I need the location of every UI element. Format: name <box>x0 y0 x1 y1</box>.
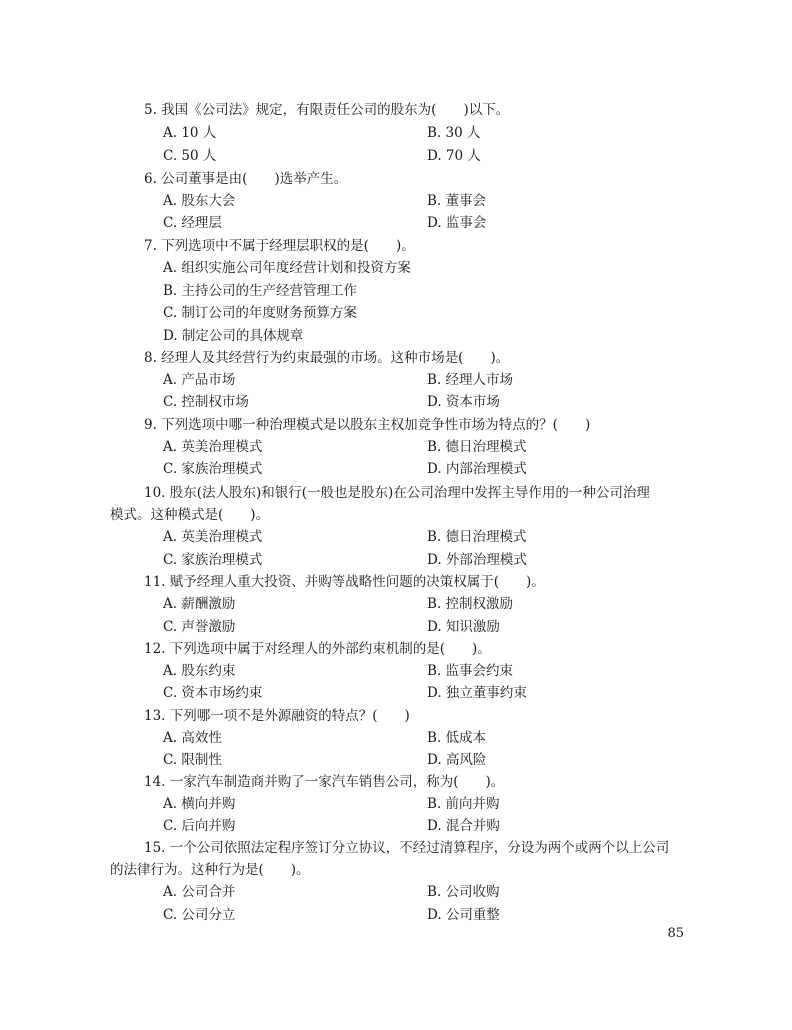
question-12-stem: 12. 下列选项中属于对经理人的外部约束机制的是( )。 <box>144 641 491 657</box>
question-7-stem: 7. 下列选项中不属于经理层职权的是( )。 <box>144 238 415 254</box>
question-9-option-a: A. 英美治理模式 <box>163 439 263 455</box>
question-13-option-c: C. 限制性 <box>163 752 222 768</box>
question-10-option-d: D. 外部治理模式 <box>427 552 527 568</box>
question-15-option-a: A. 公司合并 <box>163 884 236 900</box>
question-8-option-c: C. 控制权市场 <box>163 394 249 410</box>
question-15-option-c: C. 公司分立 <box>163 907 236 923</box>
question-6-option-a: A. 股东大会 <box>163 193 236 209</box>
question-13-option-b: B. 低成本 <box>427 730 487 746</box>
question-9-stem: 9. 下列选项中哪一种治理模式是以股东主权加竞争性市场为特点的？( ) <box>144 417 591 433</box>
page-number: 85 <box>667 926 684 941</box>
question-5-stem: 5. 我国《公司法》规定，有限责任公司的股东为( )以下。 <box>144 102 510 118</box>
question-7-option-c: C. 制订公司的年度财务预算方案 <box>163 305 357 321</box>
question-15-stem: 15. 一个公司依照法定程序签订分立协议，不经过清算程序，分设为两个或两个以上公司 <box>144 840 670 856</box>
question-11-stem: 11. 赋予经理人重大投资、并购等战略性问题的决策权属于( )。 <box>144 574 545 590</box>
question-15-stem-continued: 的法律行为。这种行为是( )。 <box>110 862 310 878</box>
question-5-option-c: C. 50 人 <box>163 148 217 164</box>
question-6-stem: 6. 公司董事是由( )选举产生。 <box>144 171 348 187</box>
question-9-option-c: C. 家族治理模式 <box>163 461 263 477</box>
question-5-option-a: A. 10 人 <box>163 125 217 141</box>
question-7-option-b: B. 主持公司的生产经营管理工作 <box>163 283 358 299</box>
question-8-option-a: A. 产品市场 <box>163 372 236 388</box>
question-10-option-c: C. 家族治理模式 <box>163 552 263 568</box>
question-9-option-d: D. 内部治理模式 <box>427 461 527 477</box>
question-8-option-b: B. 经理人市场 <box>427 372 514 388</box>
question-10-option-b: B. 德日治理模式 <box>427 529 527 545</box>
question-8-option-d: D. 资本市场 <box>427 394 500 410</box>
question-14-option-a: A. 横向并购 <box>163 796 236 812</box>
question-14-option-c: C. 后向并购 <box>163 818 236 834</box>
question-6-option-c: C. 经理层 <box>163 215 222 231</box>
question-11-option-a: A. 薪酬激励 <box>163 596 236 612</box>
question-13-option-d: D. 高风险 <box>427 752 487 768</box>
question-5-option-d: D. 70 人 <box>427 148 481 164</box>
question-14-stem: 14. 一家汽车制造商并购了一家汽车销售公司，称为( )。 <box>144 774 505 790</box>
question-11-option-b: B. 控制权激励 <box>427 596 514 612</box>
question-15-option-d: D. 公司重整 <box>427 907 500 923</box>
question-12-option-a: A. 股东约束 <box>163 663 236 679</box>
question-10-stem: 10. 股东(法人股东)和银行(一般也是股东)在公司治理中发挥主导作用的一种公司治理 <box>144 485 650 501</box>
question-10-option-a: A. 英美治理模式 <box>163 529 263 545</box>
question-11-option-c: C. 声誉激励 <box>163 619 236 635</box>
question-5-option-b: B. 30 人 <box>427 125 481 141</box>
question-15-option-b: B. 公司收购 <box>427 884 500 900</box>
question-14-option-b: B. 前向并购 <box>427 796 500 812</box>
question-6-option-b: B. 董事会 <box>427 193 487 209</box>
question-13-option-a: A. 高效性 <box>163 730 222 746</box>
question-7-option-a: A. 组织实施公司年度经营计划和投资方案 <box>163 260 411 276</box>
question-10-stem-continued: 模式。这种模式是( )。 <box>110 507 270 523</box>
question-13-stem: 13. 下列哪一项不是外源融资的特点？( ) <box>144 708 410 724</box>
question-7-option-d: D. 制定公司的具体规章 <box>163 328 304 344</box>
question-9-option-b: B. 德日治理模式 <box>427 439 527 455</box>
question-8-stem: 8. 经理人及其经营行为约束最强的市场。这种市场是( )。 <box>144 350 510 366</box>
question-14-option-d: D. 混合并购 <box>427 818 500 834</box>
question-11-option-d: D. 知识激励 <box>427 619 500 635</box>
question-6-option-d: D. 监事会 <box>427 215 487 231</box>
question-12-option-c: C. 资本市场约束 <box>163 685 263 701</box>
question-12-option-d: D. 独立董事约束 <box>427 685 527 701</box>
question-12-option-b: B. 监事会约束 <box>427 663 514 679</box>
